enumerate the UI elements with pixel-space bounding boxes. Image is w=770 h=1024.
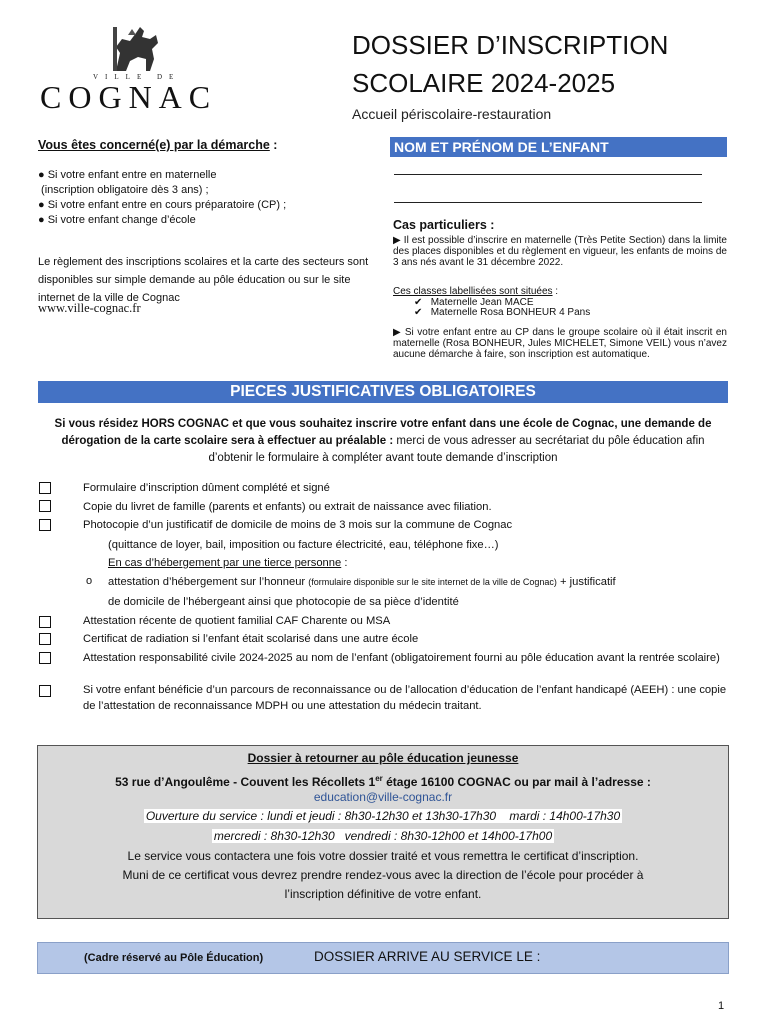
logo-ville-de: VILLE DE [93,73,181,81]
opening-hours-row-2 [37,828,729,845]
attestation-hebergement [108,574,616,590]
labelled-classes-label [393,286,558,297]
labelled-classes-suffix: : [552,286,559,297]
address-part-b: étage 16100 COGNAC ou par mail à l’adresse : [382,775,651,789]
logo-cognac: COGNAC [40,79,218,115]
checklist-item: Certificat de radiation si l’enfant était scolarisé dans une autre école [83,633,419,645]
tierce-personne-note [108,555,347,571]
reglement-text: Le règlement des inscriptions scolaires et la carte des secteurs sont disponibles sur simple demande au pôle éducation ou sur le site internet de la ville de Cognac [38,256,369,304]
labelled-classes-text: Ces classes labellisées sont situées [393,286,553,297]
checkbox-formulaire[interactable] [39,482,51,494]
child-name-line-2[interactable] [394,202,702,203]
return-paragraph-2: Muni de ce certificat vous devrez prendre rendez-vous avec la direction de l’école pour procéder à [122,868,644,882]
quittance-note: (quittance de loyer, bail, imposition ou facture électricité, eau, téléphone fixe…) [108,539,499,551]
checklist-item: Photocopie d’un justificatif de domicile de moins de 3 mois sur la commune de Cognac [83,519,513,531]
return-paragraph-3: l’inscription définitive de votre enfant. [284,887,482,901]
crest-horseman-icon [110,25,162,73]
hors-cognac-notice [38,416,728,467]
reserved-frame-label: (Cadre réservé au Pôle Éducation) [84,952,264,964]
bullet-item: ● Si votre enfant entre en maternelle [38,169,217,181]
checklist-item: Attestation récente de quotient familial CAF Charente ou MSA [83,615,391,627]
child-name-line-1[interactable] [394,174,702,175]
arrival-date-label[interactable]: DOSSIER ARRIVE AU SERVICE LE : [314,949,541,964]
labelled-class-item: ✔ Maternelle Rosa BONHEUR 4 Pans [414,307,591,318]
concern-heading-suffix: : [269,138,278,152]
website-link[interactable]: www.ville-cognac.fr [38,301,141,315]
opening-hours-2: mercredi : 8h30-12h30 vendredi : 8h30-12h00 et 14h00-17h00 [213,829,553,843]
checkbox-justificatif-domicile[interactable] [39,519,51,531]
opening-hours-row-1 [37,808,729,825]
concern-bullet-list [38,168,286,228]
checklist-item: Attestation responsabilité civile 2024-2025 au nom de l’enfant (obligatoirement fourni au pôle éducation avant la rentrée scolaire) [83,652,720,664]
page-number: 1 [718,1000,725,1012]
document-title-line-1: DOSSIER D’INSCRIPTION [352,30,669,60]
address-superscript: er [375,774,383,783]
contact-email-link[interactable]: education@ville-cognac.fr [313,790,453,804]
tierce-personne-suffix: : [341,557,348,569]
document-subtitle: Accueil périscolaire-restauration [352,106,552,122]
attestation-line-2: de domicile de l’hébergeant ainsi que photocopie de sa pièce d’identité [108,596,459,608]
checkbox-radiation[interactable] [39,633,51,645]
tierce-personne-text: En cas d’hébergement par une tierce personne [108,557,342,569]
checklist-item: Copie du livret de famille (parents et enfants) ou extrait de naissance avec filiation. [83,501,492,513]
return-address [37,770,729,791]
checkbox-quotient-familial[interactable] [39,616,51,628]
special-cases-paragraph-1: ▶ Il est possible d’inscrire en maternelle (Très Petite Section) dans la limite des places disponibles et du règlement en vigueur, les enfants de moins de 3 ans nés avant le 31 décembre 2022. [393,235,727,268]
return-paragraph-1: Le service vous contactera une fois votre dossier traité et vous remettra le certificat d’inscription. [127,849,639,863]
attestation-small-note: (formulaire disponible sur le site internet de la ville de Cognac) [308,577,557,587]
cognac-logo [38,25,238,117]
concern-heading-text: Vous êtes concerné(e) par la démarche [38,138,270,152]
hors-cognac-normal: merci de vous adresser au secrétariat du pôle éducation afin d’obtenir le formulaire à compléter avant toute demande d’inscription [208,435,705,464]
special-cases-title: Cas particuliers : [393,218,495,232]
special-cases-paragraph-2: ▶ Si votre enfant entre au CP dans le groupe scolaire où il était inscrit en maternelle (Rosa BONHEUR, Jules MICHELET, Simone VEIL) vous n’avez aucune démarche à faire, son inscription est automatique. [393,327,727,360]
return-title [37,750,729,767]
checkbox-responsabilite-civile[interactable] [39,652,51,664]
bullet-item: ● Si votre enfant entre en cours préparatoire (CP) ; [38,199,287,211]
opening-hours-1: Ouverture du service : lundi et jeudi : 8h30-12h30 et 13h30-17h30 mardi : 14h00-17h30 [145,809,621,823]
return-title-text: Dossier à retourner au pôle éducation jeunesse [247,751,519,765]
concern-heading [38,138,277,152]
attestation-main: attestation d’hébergement sur l’honneur [108,576,309,588]
checklist-item: Si votre enfant bénéficie d’un parcours de reconnaissance ou de l’allocation d’éducation de l’enfant handicapé (AEEH) : une copie de l’attestation de reconnaissance MDPH ou une attestation du médecin traitant. [83,684,727,712]
contact-email-row [37,789,729,806]
checkbox-aeeh[interactable] [39,685,51,697]
labelled-class-item: ✔ Maternelle Jean MACE [414,297,534,308]
bullet-item: (inscription obligatoire dès 3 ans) ; [38,184,209,196]
attestation-end: + justificatif [556,576,616,588]
required-documents-header: PIECES JUSTIFICATIVES OBLIGATOIRES [38,381,728,403]
hors-cognac-bold: Si vous résidez HORS COGNAC et que vous souhaitez inscrire votre enfant dans une école de Cognac, une demande de dérogation de la carte scolaire sera à effectuer au préalable : [54,418,712,447]
bullet-item: ● Si votre enfant change d’école [38,214,196,226]
document-title-line-2: SCOLAIRE 2024-2025 [352,68,616,98]
circle-bullet-icon: o [86,575,93,587]
child-name-header: NOM ET PRÉNOM DE L’ENFANT [390,137,727,157]
address-part-a: 53 rue d’Angoulême - Couvent les Récollets 1 [115,775,376,789]
checklist-item: Formulaire d’inscription dûment complété et signé [83,482,330,494]
checkbox-livret-famille[interactable] [39,500,51,512]
